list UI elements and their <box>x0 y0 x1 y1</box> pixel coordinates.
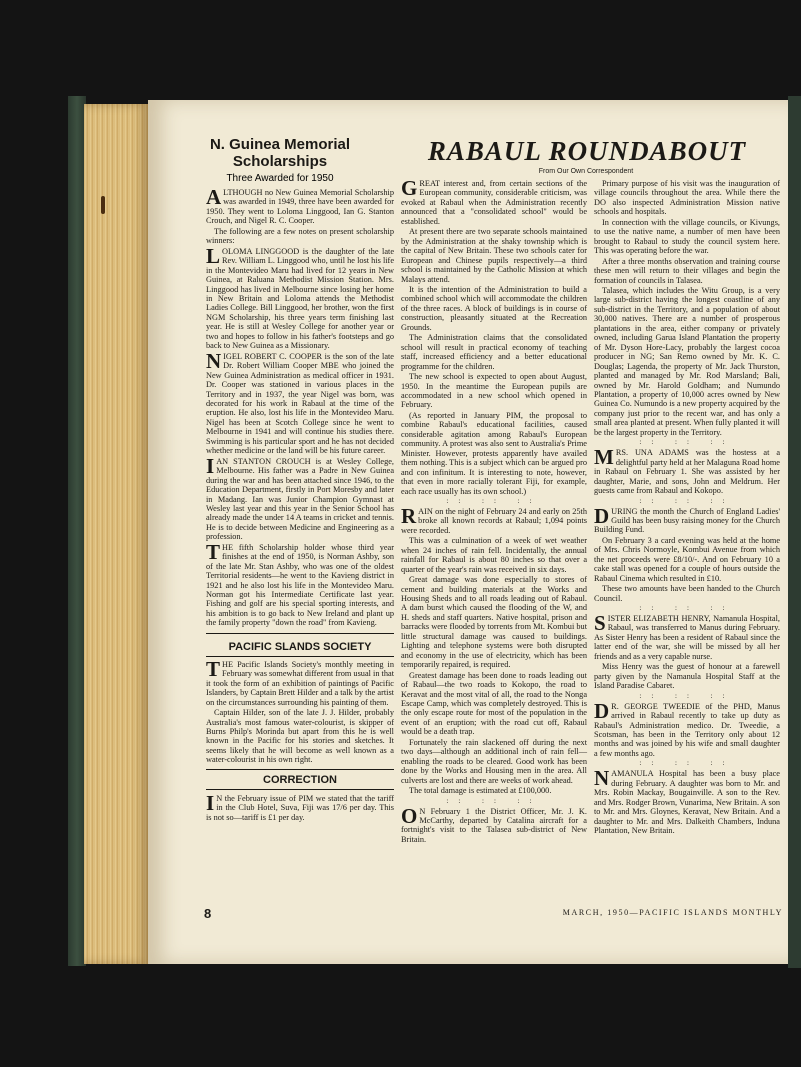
page-edges <box>84 104 148 964</box>
rain-paragraphs <box>401 503 587 796</box>
separator-dots: :: :: :: <box>639 604 735 613</box>
separator-dots: :: :: :: <box>639 496 735 505</box>
hospital-paragraph <box>594 766 780 836</box>
paragraph-text: Fortunately the rain slackened off during the next two days—although an additional inch of rain fell—enabling the roads to be cleared. Good work has been done by the Works and Housing men in the area. All culverts are lost and there are weeks of work ahead. <box>401 737 587 785</box>
paragraph-text: URING the month the Church of England Ladies' Guild has been busy raising money for the Church Building Fund. <box>594 506 780 535</box>
paragraph-text: After a three months observation and training course these men will return to their villages and begin the formation of councils in Talasea. <box>594 256 780 285</box>
paragraph <box>401 503 587 535</box>
paragraph <box>206 227 394 246</box>
divider <box>206 789 394 790</box>
paragraph-text: LTHOUGH no New Guinea Memorial Scholarship was awarded in 1949, three have been awarded for 1950. They went to Loloma Linggood, Ian G. Stanton Crouch, and Nigel R. C. Cooper. <box>206 188 394 226</box>
paragraph-text: AIN on the night of February 24 and early on 25th broke all known records at Rabaul; 1,094 points were recorded. <box>401 506 587 535</box>
paragraph <box>401 738 587 785</box>
paragraph-text: OLOMA LINGGOOD is the daughter of the late Rev. William L. Linggood who, until he lost his life in the Montevideo Maru had lived for 12 years in New Guinea, at Raluana Methodist Mission Station. Mrs. Linggood has lived in Melbourne since losing her home in New Britain and Loloma attends the Methodist Ladies College. Bill Linggood, her brother, won the first NGM Scholarship, his three years term finishing last year. He is still at Wesley College for another year or two and hopes to follow in his father's footsteps and go back to New Guinea as a Missionary. <box>206 246 394 351</box>
paragraph-text: Miss Henry was the guest of honour at a farewell party given by the Namanula Hospital Staff at the Island Paradise Cabaret. <box>594 662 780 691</box>
school-paragraphs <box>401 176 587 496</box>
paragraph <box>594 698 780 759</box>
paragraph <box>206 453 394 542</box>
paragraph-text: HE Pacific Islands Society's monthly meeting in February was somewhat different from usual in that it took the form of an exhibition of paintings of Pacific Islanders, by Captain Brett Hilder and a talk by the artist on the circumstances surrounding his painting of them. <box>206 659 394 707</box>
paragraph-text: On February 3 a card evening was held at the home of Mrs. Chris Normoyle, Kombui Avenue from which the net proceeds were £8/10/-. And on February 10 a cake stall was opened for a couple of hours outside the Rabaul Cinema which resulted in £10. <box>594 535 780 583</box>
paragraph <box>401 227 587 284</box>
paragraph <box>401 176 587 226</box>
scholarship-paragraphs <box>206 185 394 628</box>
paragraph <box>401 803 587 845</box>
drop-cap: T <box>206 656 221 681</box>
paragraph <box>206 656 394 707</box>
scholarship-title-line1: N. Guinea Memorial <box>209 136 351 153</box>
drop-cap: L <box>206 243 221 268</box>
paragraph-text: AMANULA Hospital has been a busy place during February. A daughter was born to Mr. and Mrs. Robin Mackay, Bougainville. A son to the Rev. and Mrs. Rodger Brown, Vunarima, New Britain. A son to Mr. and Mrs. Gloynes, Keravat, New Britain. And a daughter to Mr. and Mrs. Dalkeith Chambers, Induna Plantation, New Britain. <box>594 769 780 836</box>
separator-dots: :: :: :: <box>639 691 735 700</box>
paragraph <box>594 611 780 661</box>
scholarship-title <box>200 136 360 170</box>
tweedie-paragraph <box>594 698 780 759</box>
paragraph-text: At present there are two separate schools maintained by the Administration at the shaky township which is the capital of New Britain. These two schools cater for European and Chinese pupils respectively—a third school is maintained by the Catholic Mission at which Malays attend. <box>401 227 587 284</box>
rabaul-article-col2 <box>594 179 780 837</box>
drop-cap: A <box>206 185 222 209</box>
paragraph-text: (As reported in January PIM, the proposal to combine Rabaul's educational facilities, caused considerable agitation among Rabaul's European community. A protest was also sent to Australia's Prime Minister. However, protests apparently have availed them nothing. This is a subject which can be argued pro and con infinitum. It is interesting to note, however, that even in more racially tolerant Fiji, for example, each race usually has its own school.) <box>401 410 587 496</box>
page-number: 8 <box>204 906 212 921</box>
cover-edge <box>788 96 801 968</box>
drop-cap: S <box>594 611 606 636</box>
paragraph-text: REAT interest and, from certain sections of the European community, considerable criticism, was evoked at Rabaul when the Administration recently announced that a "consolidated school" would be established. <box>401 179 587 226</box>
paragraph-text: AN STANTON CROUCH is at Wesley College, Melbourne. His father was a Padre in New Guinea during the war and has been attached since 1946, to the Education Department, firstly in Port Moresby and later in Madang. Ian was Junior Champion Gymnast at Wesley last year and this year in the Senior School has already made the under 14 A teams in cricket and tennis. He is to decide between Medicine and Engineering as a profession. <box>206 456 394 542</box>
drop-cap: G <box>401 176 418 200</box>
drop-cap: R <box>401 503 417 528</box>
guild-paragraphs <box>594 503 780 604</box>
drop-cap: N <box>206 348 222 373</box>
drop-cap: D <box>594 698 610 723</box>
drop-cap: M <box>594 445 614 470</box>
paragraph <box>594 218 780 256</box>
paragraph-text: The new school is expected to open about August, 1950. In the meantime the European pupils are accommodated in a new school which opened in February. <box>401 372 587 410</box>
paragraph-text: Captain Hilder, son of the late J. J. Hilder, probably Australia's most famous water-colourist, is skipper of Burns Philp's Morinda but apart from this he is well known in the Pacific for his stories and sketches. It seems likely that he will become as well known as a water-colourist in his own right. <box>206 708 394 765</box>
society-heading: PACIFIC SLANDS SOCIETY <box>228 640 372 653</box>
paragraph <box>594 584 780 603</box>
adams-paragraph <box>594 445 780 496</box>
district-officer-paragraph <box>401 803 587 845</box>
paragraph-text: These two amounts have been handed to the Church Council. <box>594 584 780 603</box>
paragraph-text: In connection with the village councils, or Kivungs, to use the native name, a number of men have been brought to Rabaul to study the council system here. This was operating before the war. <box>594 217 780 256</box>
paragraph <box>594 179 780 217</box>
paragraph-text: N the February issue of PIM we stated that the tariff in the Club Hotel, Suva, Fiji was 17/6 per day. This is not so—tariff is £1 per day. <box>206 793 394 822</box>
paragraph <box>206 708 394 765</box>
paragraph-text: Talasea, which includes the Witu Group, is a very large sub-district having the longest coastline of any sub-district in the Territory, and a population of about 30,000 natives. There are a number of prosperous plantations in the area, either company or privately owned, including Garua Island Plantation the property of Mr. Dyson Hore-Lacy, probably the largest cocoa producer in NG; San Remo owned by Mr. K. C. Douglas; Lagenda, the property of Mr. Jack Thurston, planted and managed by Mr. Rod Marsland; Bali, owned by Mr. Harold Goldham; and Numundo Plantation, a property of 10,000 acres owned by New Guinea Co. Numundo is a new property acquired by the company just prior to the recent war, and has only a small area planted at present. When fully planted it will be the largest property in the Territory. <box>594 285 780 437</box>
paragraph <box>594 662 780 690</box>
separator-dots: :: :: :: <box>639 759 735 768</box>
paragraph-text: ISTER ELIZABETH HENRY, Namanula Hospital, Rabaul, was transferred to Manus during February. As Sister Henry has been a resident of Rabaul since the latter end of the war, she will be missed by all her friends and as a very capable nurse. <box>594 614 780 661</box>
henry-paragraphs <box>594 611 780 691</box>
paragraph <box>401 786 587 795</box>
drop-cap: D <box>594 503 610 528</box>
separator-dots: :: :: :: <box>446 796 542 805</box>
paragraph-text: N February 1 the District Officer, Mr. J. K. McCarthy, departed by Catalina aircraft for a fortnight's visit to the Talasea sub-district of New Britain. <box>401 806 587 844</box>
paragraph <box>401 411 587 496</box>
paragraph-text: This was a culmination of a week of wet weather when 24 inches of rain fell. Incidentally, the annual rainfall for Rabaul is about 80 inches so that over a quarter of the year's rain was received in six days. <box>401 536 587 574</box>
paragraph <box>401 372 587 410</box>
paragraph <box>401 575 587 670</box>
paragraph <box>206 348 394 456</box>
paragraph <box>401 285 587 332</box>
paragraph-text: RS. UNA ADAMS was the hostess at a delightful party held at her Malaguna Road home in Rabaul on February 1. She was assisted by her daughter, Marie, and sons, John and Meldrum. Her guests came from Rabaul and Kokopo. <box>594 448 780 496</box>
paragraph-text: The Administration claims that the consolidated school will result in practical economy of teaching staff, increased efficiency and a better educational programme for the children. <box>401 333 587 371</box>
separator-dots: :: :: :: <box>639 438 735 447</box>
divider <box>206 633 394 634</box>
scholarship-subtitle: Three Awarded for 1950 <box>226 173 334 184</box>
paragraph-text: Great damage was done especially to stores of cement and building materials at the Works and Housing Sheds and to all roads leading out of Rabaul. A dam burst which caused the flooding of the W, and H. sheds and staff quarters. Native hospital, prison and barracks were flooded by torrents from Mt. Kombui but little structural damage was caused to buildings. Lighting and telephone systems were both disrupted and economy in the use of electricity, which has been temporarily repaired, is required. <box>401 575 587 670</box>
paragraph <box>401 333 587 371</box>
paragraph <box>594 766 780 836</box>
paragraph <box>401 536 587 574</box>
paragraph <box>594 286 780 437</box>
drop-cap: I <box>206 790 215 815</box>
society-paragraphs <box>206 656 394 765</box>
paragraph-text: It is the intention of the Administration to build a combined school which will accommodate the children of the three races. A block of buildings is in course of construction, pleasantly situated at the Recreation Grounds. <box>401 284 587 332</box>
scholarship-title-line2: Scholarships <box>232 153 328 170</box>
paragraph-text: The total damage is estimated at £100,000. <box>409 786 552 796</box>
paragraph <box>206 790 394 822</box>
paragraph <box>206 243 394 351</box>
talasea-paragraphs <box>594 179 780 437</box>
rabaul-headline: RABAUL ROUNDABOUT <box>427 136 747 166</box>
drop-cap: N <box>594 766 610 791</box>
scholarship-article <box>206 185 394 823</box>
drop-cap: T <box>206 539 221 564</box>
paragraph <box>594 503 780 535</box>
magazine-page <box>148 100 788 964</box>
paragraph <box>594 536 780 583</box>
running-footer: MARCH, 1950—PACIFIC ISLANDS MONTHLY <box>562 908 783 917</box>
separator-dots: :: :: :: <box>446 496 542 505</box>
paragraph-text: IGEL ROBERT C. COOPER is the son of the late Dr. Robert William Cooper MBE who joined the New Guinea Administration as medical officer in 1931. Dr. Cooper was stationed in various places in the Territory and in 1937, the year Nigel was born, was decorated for his work in Rabaul at the time of the eruption. He also, lost his life in the Montevideo Maru. Nigel has been at Scotch College since he went to Melbourne in 1941 and will continue his studies there. Swimming is his particular sport and he has not decided whether medicine or the land will be his future career. <box>206 351 394 456</box>
correction-paragraph <box>206 790 394 822</box>
paragraph-text: HE fifth Scholarship holder whose third year finishes at the end of 1950, is Norman Ashby, son of the late Mr. Stan Ashby, who was one of the oldest Territorial residents—he went to the Kavieng district in 1921 and he also lost his life in the Montevideo Maru. Norman got his Intermediate Certificate last year. Fishing and golf are his special sporting interests, and his ambition is to go back to New Ireland and plant up the family property "down the road" from Kavieng. <box>206 542 394 628</box>
drop-cap: O <box>401 803 418 828</box>
paragraph <box>206 185 394 226</box>
paragraph <box>594 257 780 285</box>
divider <box>206 769 394 770</box>
binding-thread <box>101 196 105 214</box>
paragraph <box>594 445 780 496</box>
byline: From Our Own Correspondent <box>538 168 634 175</box>
paragraph-text: Primary purpose of his visit was the inauguration of village councils throughout the area. While there the DO also inspected Administration Mission native schools and hospitals. <box>594 179 780 217</box>
correction-heading: CORRECTION <box>263 773 337 786</box>
paragraph-text: The following are a few notes on present scholarship winners: <box>206 226 394 246</box>
paragraph-text: Greatest damage has been done to roads leading out of Rabaul—the two roads to Kokopo, the road to Keravat and the most vital of all, the road to the Nonga Escape Camp, which was completely destroyed. This is the only escape route for most of the population in the event of an eruption; with the road cut off, Rabaul would be a death trap. <box>401 670 587 737</box>
paragraph <box>206 539 394 628</box>
paragraph <box>401 671 587 737</box>
paragraph-text: R. GEORGE TWEEDIE of the PHD, Manus arrived in Rabaul recently to take up duty as Rabaul's Administration medico. Dr. Tweedie, a Scotsman, has been in the Territory only about 12 months and was joined by his wife and small daughter a few months ago. <box>594 701 780 758</box>
divider <box>206 656 394 657</box>
drop-cap: I <box>206 453 215 478</box>
rabaul-article-col1 <box>401 176 587 845</box>
